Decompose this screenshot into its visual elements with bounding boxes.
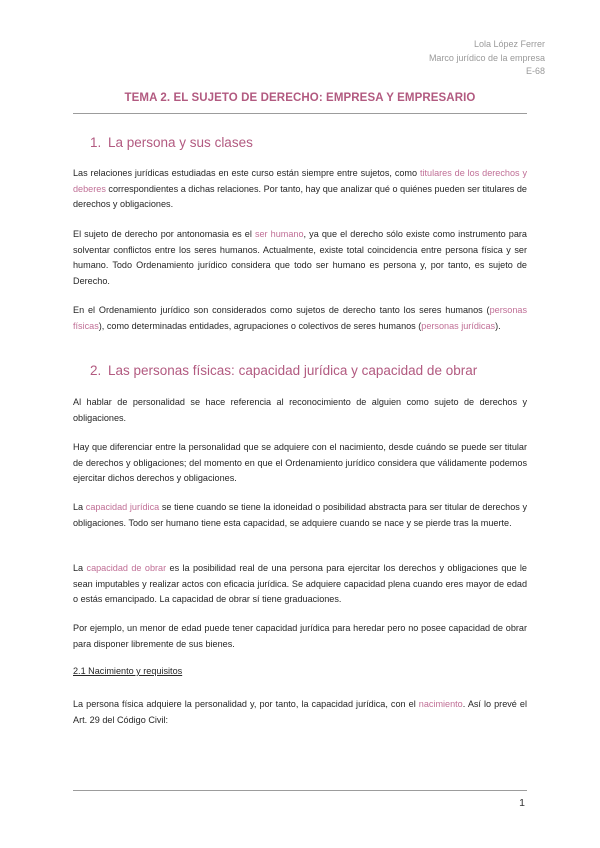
header-course: Marco jurídico de la empresa xyxy=(428,52,545,63)
paragraph xyxy=(73,303,527,334)
text-run: correspondientes a dichas relaciones. Por tanto, hay que analizar qué o quiénes pueden ser titulares de derechos y obligaciones. xyxy=(73,183,527,210)
text-run: La xyxy=(73,502,86,512)
text-run: es la posibilidad real de una persona para ejercitar los derechos y obligaciones que le sean imputables y realizar actos con eficacia jurídica. Se adquiere capacidad plena cuando eres mayor de edad o estás emancipado. La capacidad de obrar sí tiene graduaciones. xyxy=(73,563,527,605)
highlighted-term: nacimiento xyxy=(418,699,463,709)
text-run: . Así lo prevé el Art. 29 del Código Civil: xyxy=(73,699,527,725)
highlighted-term: ser humano xyxy=(254,229,304,239)
header-code: E-68 xyxy=(525,66,545,76)
highlighted-term: capacidad jurídica xyxy=(85,502,160,512)
text-run: En el Ordenamiento jurídico son considerados como sujetos de derecho tanto los seres humanos ( xyxy=(73,305,490,315)
page-header xyxy=(429,38,545,79)
paragraph xyxy=(73,227,527,289)
subsection-heading: 2.1 Nacimiento y requisitos xyxy=(73,666,183,676)
text-run: El sujeto de derecho por antonomasia es el xyxy=(73,229,255,239)
title-divider xyxy=(73,113,527,114)
paragraph: Al hablar de personalidad se hace referencia al reconocimiento de alguien como sujeto de derechos y obligaciones. xyxy=(73,397,527,423)
page-number: 1 xyxy=(519,797,525,809)
text-run: La persona física adquiere la personalidad y, por tanto, la capacidad jurídica, con el xyxy=(73,699,419,709)
section-title: La persona y sus clases xyxy=(108,135,253,150)
paragraph xyxy=(73,500,527,531)
text-run: se tiene cuando se tiene la idoneidad o posibilidad abstracta para ser titular de derechos y obligaciones. Todo ser humano tiene esta capacidad, se adquiere cuando se nace y se pierde tras la muerte. xyxy=(73,502,527,528)
paragraph xyxy=(73,561,527,608)
section-number: 2. xyxy=(90,363,102,378)
section-heading-2 xyxy=(90,363,477,378)
highlighted-term: capacidad de obrar xyxy=(86,563,167,573)
paragraph: Por ejemplo, un menor de edad puede tener capacidad jurídica para heredar pero no posee capacidad de obrar para disponer libremente de sus bienes. xyxy=(73,623,527,649)
paragraph xyxy=(73,697,527,728)
text-run: ). xyxy=(495,320,501,331)
section-number: 1. xyxy=(90,135,102,150)
document-title: TEMA 2. EL SUJETO DE DERECHO: EMPRESA Y EMPRESARIO xyxy=(124,92,476,104)
section-heading-1 xyxy=(90,135,253,150)
text-run: , ya que el derecho sólo existe como instrumento para solventar conflictos entre los seres humanos. Actualmente, existe total coincidencia entre persona física y ser humano. Todo Ordenamiento jurídico considera que todo ser humano es persona y, por tanto, es sujeto de Derecho. xyxy=(73,229,527,286)
text-run: ), como determinadas entidades, agrupaciones o colectivos de seres humanos ( xyxy=(98,320,422,331)
paragraph: Hay que diferenciar entre la personalidad que se adquiere con el nacimiento, desde cuándo se puede ser titular de derechos y obligaciones; del momento en que el Ordenamiento jurídico considera que válidamente podemos ejercitar dichos derechos y obligaciones. xyxy=(73,442,527,484)
text-run: Las relaciones jurídicas estudiadas en este curso están siempre entre sujetos, como xyxy=(73,168,420,178)
footer-divider xyxy=(73,790,527,791)
paragraph xyxy=(73,166,527,213)
highlighted-term: titulares de los derechos y deberes xyxy=(73,168,527,194)
highlighted-term: personas físicas xyxy=(73,305,527,331)
section-title: Las personas físicas: capacidad jurídica y capacidad de obrar xyxy=(108,363,478,378)
highlighted-term: personas jurídicas xyxy=(421,320,496,331)
text-run: La xyxy=(73,563,87,573)
header-author: Lola López Ferrer xyxy=(473,39,545,49)
